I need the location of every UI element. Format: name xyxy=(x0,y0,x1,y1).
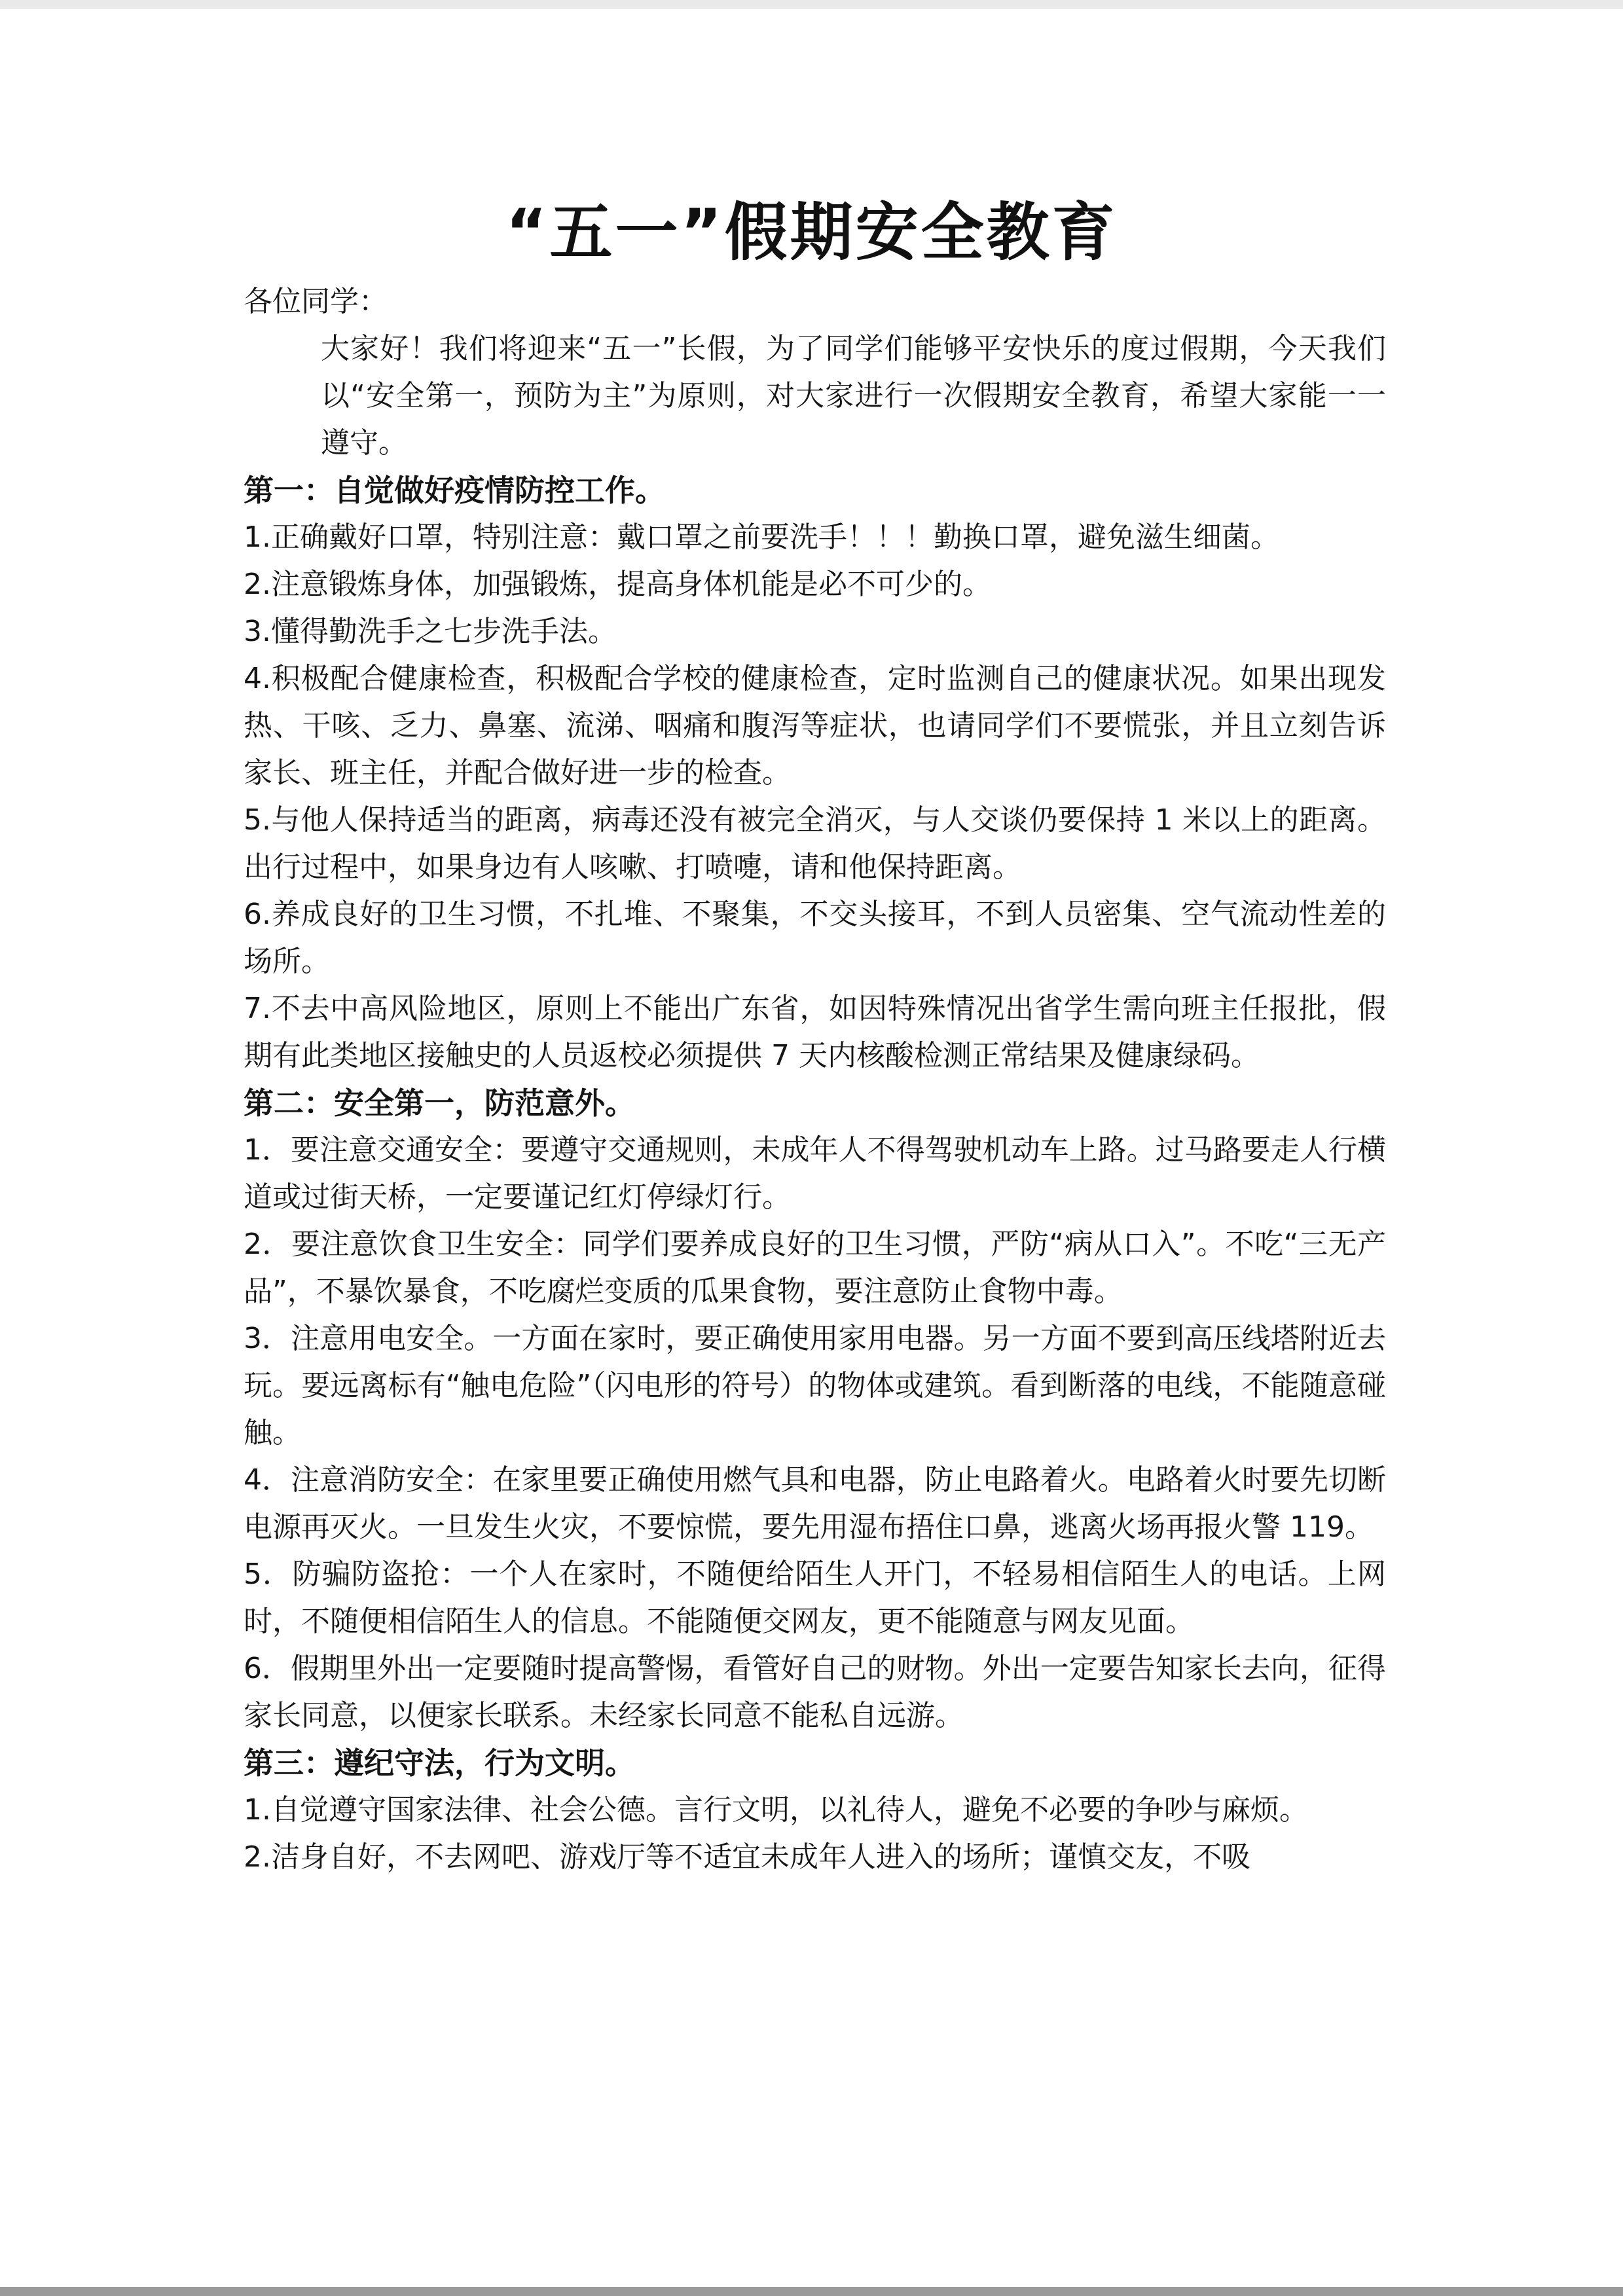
greeting: 各位同学： xyxy=(244,285,388,318)
section-2-item-4: 4．注意消防安全：在家里要正确使用燃气具和电器，防止电路着火。电路着火时要先切断电源再灭火。一旦发生火灾，不要惊慌，要先用湿布捂住口鼻，逃离火场再报火警 119。 xyxy=(244,1463,1386,1544)
document-title: “五一”假期安全教育 xyxy=(505,196,1118,269)
section-2-heading: 第二：安全第一，防范意外。 xyxy=(244,1085,635,1121)
section-1-item-3: 3.懂得勤洗手之七步洗手法。 xyxy=(244,615,617,648)
intro-paragraph: 大家好！我们将迎来“五一”长假，为了同学们能够平安快乐的度过假期，今天我们以“安全第一，预防为主”为原则，对大家进行一次假期安全教育，希望大家能一一遵守。 xyxy=(321,332,1386,460)
section-2-item-5: 5．防骗防盗抢：一个人在家时，不随便给陌生人开门，不轻易相信陌生人的电话。上网时，不随便相信陌生人的信息。不能随便交网友，更不能随意与网友见面。 xyxy=(244,1558,1386,1638)
section-2-item-2: 2．要注意饮食卫生安全：同学们要养成良好的卫生习惯，严防“病从口入”。不吃“三无产品”，不暴饮暴食，不吃腐烂变质的瓜果食物，要注意防止食物中毒。 xyxy=(244,1228,1386,1308)
scan-top-edge xyxy=(0,0,1623,9)
section-1-item-5: 5.与他人保持适当的距离，病毒还没有被完全消灭，与人交谈仍要保持 1 米以上的距离。出行过程中，如果身边有人咳嗽、打喷嚏，请和他保持距离。 xyxy=(244,803,1386,884)
section-1-item-6: 6.养成良好的卫生习惯，不扎堆、不聚集，不交头接耳，不到人员密集、空气流动性差的场所。 xyxy=(244,898,1386,978)
section-1-item-7: 7.不去中高风险地区，原则上不能出广东省，如因特殊情况出省学生需向班主任报批，假期有此类地区接触史的人员返校必须提供 7 天内核酸检测正常结果及健康绿码。 xyxy=(244,992,1386,1072)
section-1-item-2: 2.注意锻炼身体，加强锻炼，提高身体机能是必不可少的。 xyxy=(244,568,991,601)
section-3-heading: 第三：遵纪守法，行为文明。 xyxy=(244,1745,635,1781)
section-3-item-2: 2.洁身自好，不去网吧、游戏厅等不适宜未成年人进入的场所；谨慎交友，不吸 xyxy=(244,1840,1250,1874)
scan-bottom-edge xyxy=(0,2287,1623,2296)
section-2-item-1: 1．要注意交通安全：要遵守交通规则，未成年人不得驾驶机动车上路。过马路要走人行横道或过街天桥，一定要谨记红灯停绿灯行。 xyxy=(244,1133,1386,1214)
section-1-item-4: 4.积极配合健康检查，积极配合学校的健康检查，定时监测自己的健康状况。如果出现发热、干咳、乏力、鼻塞、流涕、咽痛和腹泻等症状，也请同学们不要慌张，并且立刻告诉家长、班主任，并配合做好进一步的检查。 xyxy=(244,662,1386,790)
section-1-heading: 第一：自觉做好疫情防控工作。 xyxy=(244,473,665,508)
section-2-item-6: 6．假期里外出一定要随时提高警惕，看管好自己的财物。外出一定要告知家长去向，征得家长同意，以便家长联系。未经家长同意不能私自远游。 xyxy=(244,1652,1386,1732)
section-1-item-1: 1.正确戴好口罩，特别注意：戴口罩之前要洗手！！！勤换口罩，避免滋生细菌。 xyxy=(244,520,1279,554)
section-2-item-3: 3．注意用电安全。一方面在家时，要正确使用家用电器。另一方面不要到高压线塔附近去玩。要远离标有“触电危险”（闪电形的符号）的物体或建筑。看到断落的电线，不能随意碰触。 xyxy=(244,1322,1386,1449)
document-body xyxy=(244,278,1386,1881)
section-3-item-1: 1.自觉遵守国家法律、社会公德。言行文明，以礼待人，避免不必要的争吵与麻烦。 xyxy=(244,1793,1308,1827)
